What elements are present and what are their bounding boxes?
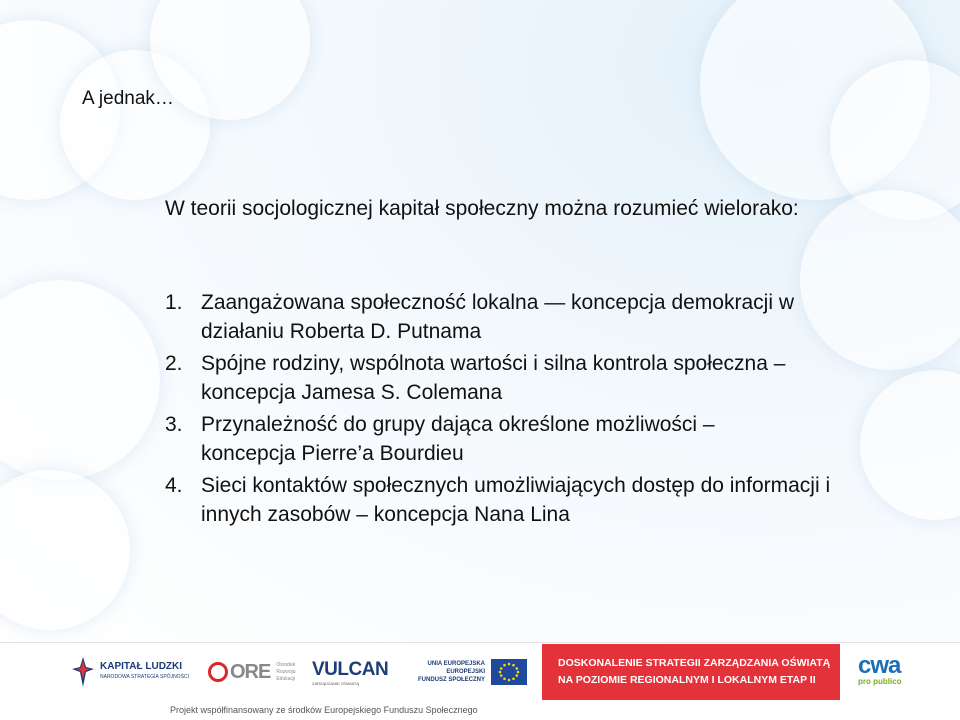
eu-line: UNIA EUROPEJSKA [427, 661, 486, 667]
list-text: Zaangażowana społeczność lokalna — koncepcja demokracji w działaniu Roberta D. Putnama [201, 291, 794, 343]
ore-line: Rozwoju [276, 668, 296, 675]
kapital-ludzki-star-icon [72, 657, 94, 687]
list-text: Przynależność do grupy dająca określone możliwości – koncepcja Pierre’a Bourdieu [201, 413, 715, 465]
slide-title: A jednak… [82, 88, 174, 109]
list-number: 3. [165, 413, 183, 436]
ore-line: Ośrodek [276, 661, 296, 668]
vulcan-name: VULCAN [312, 658, 389, 680]
decorative-bubble [0, 280, 160, 480]
ore-line: Edukacji [276, 675, 296, 682]
list-number: 2. [165, 352, 183, 375]
concept-list [165, 288, 885, 532]
list-text: Sieci kontaktów społecznych umożliwiających dostęp do informacji i innych zasobów – koncepcja Nana Lina [201, 474, 831, 526]
list-item [165, 349, 875, 407]
eu-line: EUROPEJSKI [446, 669, 486, 675]
cwa-name: cwa [858, 652, 901, 679]
decorative-bubble [0, 470, 130, 630]
eu-logo [418, 651, 527, 693]
ore-circle-icon [208, 662, 228, 682]
list-item [165, 410, 805, 468]
list-text: Spójne rodziny, wspólnota wartości i silna kontrola społeczna – koncepcja Jamesa S. Colemana [201, 352, 786, 404]
cwa-subtitle: pro publico [858, 677, 902, 686]
eu-flag-icon [491, 659, 527, 685]
banner-line: NA POZIOMIE REGIONALNYM I LOKALNYM ETAP II [558, 674, 816, 686]
list-item [165, 471, 855, 529]
logo-footer [0, 642, 960, 701]
kapital-ludzki-subtitle: NARODOWA STRATEGIA SPÓJNOŚCI [100, 674, 189, 680]
intro-text: W teorii socjologicznej kapitał społeczny można rozumieć wielorako: [165, 197, 799, 220]
project-banner [542, 644, 840, 700]
kapital-ludzki-logo [72, 651, 189, 693]
list-item [165, 288, 855, 346]
banner-line: DOSKONALENIE STRATEGII ZARZĄDZANIA OŚWIATĄ [558, 657, 831, 669]
eu-line: FUNDUSZ SPOŁECZNY [418, 677, 486, 683]
ore-logo [208, 651, 296, 693]
list-number: 1. [165, 291, 183, 314]
ore-name: ORE [230, 660, 271, 683]
vulcan-subtitle: ZARZĄDZANIE OŚWIATĄ [312, 680, 360, 686]
cwa-logo [858, 652, 902, 686]
vulcan-logo [312, 651, 388, 693]
list-number: 4. [165, 474, 183, 497]
kapital-ludzki-name: KAPITAŁ LUDZKI [100, 661, 183, 672]
funding-credit: Projekt współfinansowany ze środków Europejskiego Funduszu Społecznego [0, 700, 960, 720]
